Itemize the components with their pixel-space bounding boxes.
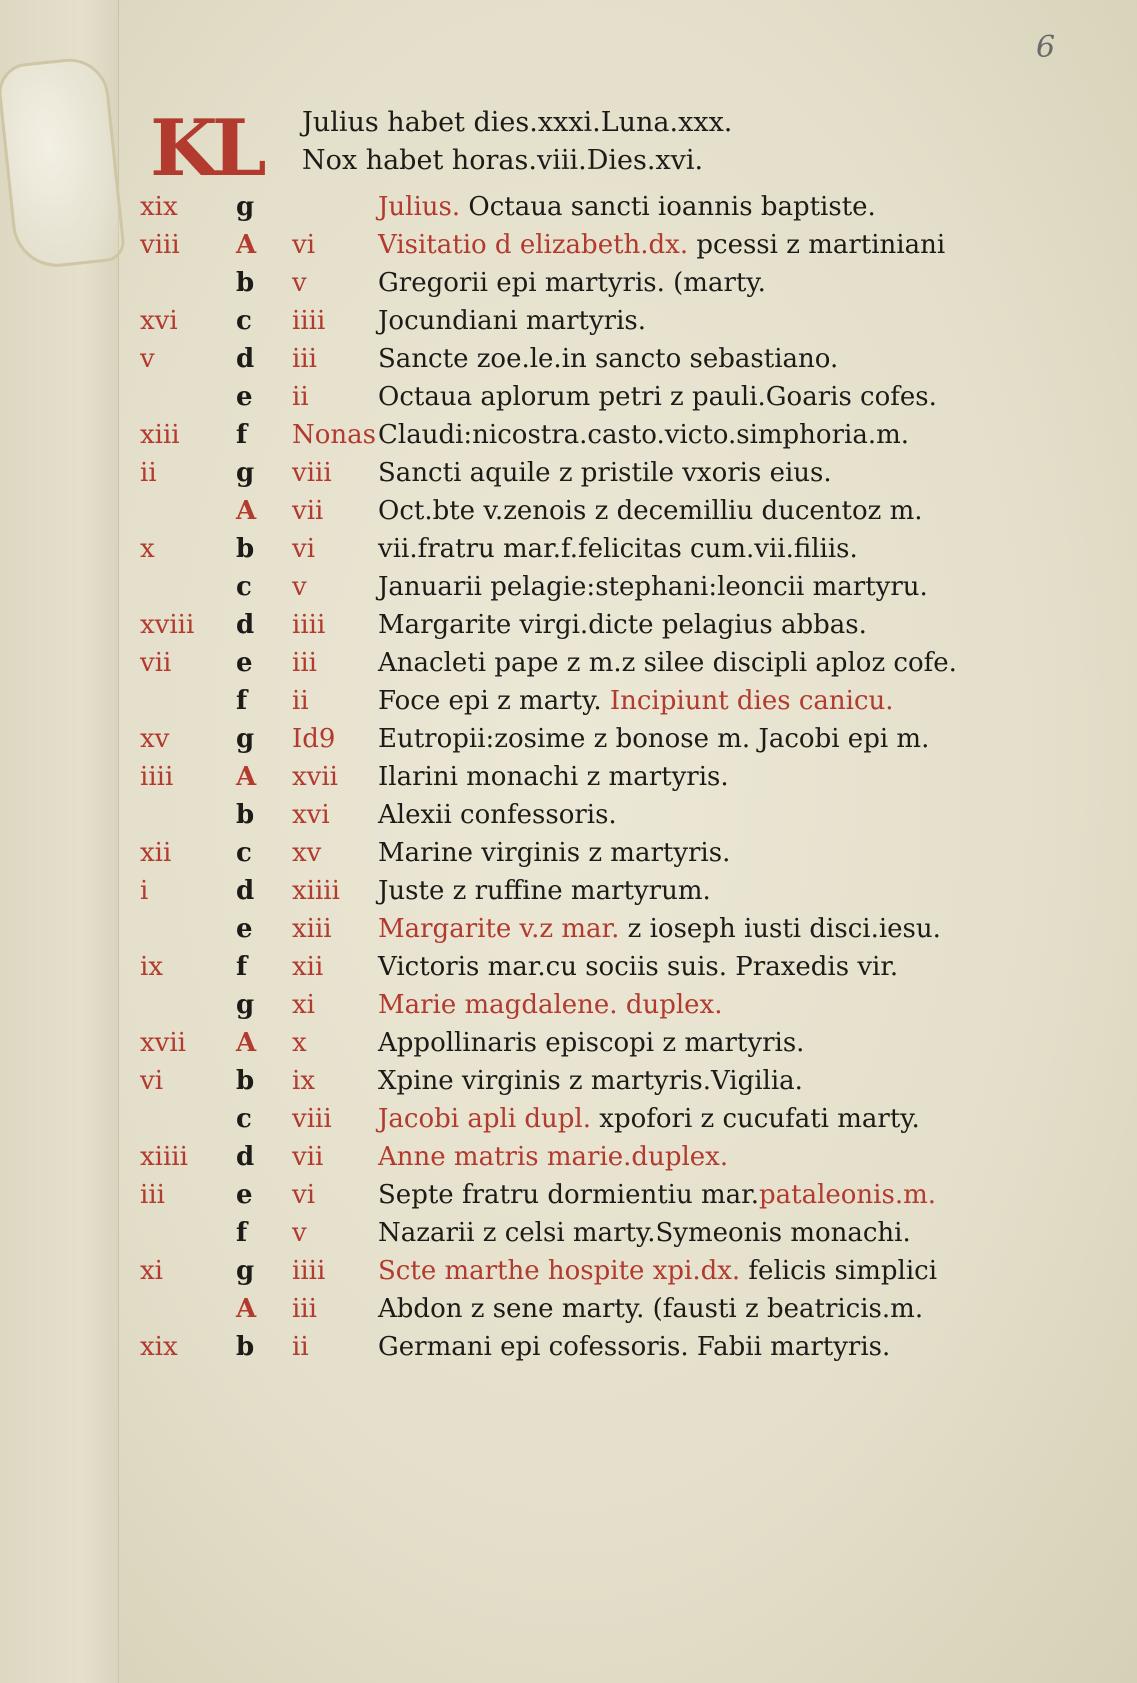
- calendar-row: [0, 872, 1137, 910]
- black-text: Septe fratru dormientiu mar.: [378, 1180, 759, 1210]
- roman-day-count: ii: [292, 382, 309, 412]
- feast-entry: [378, 1100, 920, 1138]
- feast-entry: [378, 758, 729, 796]
- calendar-row: [0, 454, 1137, 492]
- roman-day-count: xvii: [292, 762, 338, 792]
- feast-entry: [378, 1214, 911, 1252]
- golden-number: xix: [140, 192, 178, 222]
- black-text: vii.fratru mar.f.felicitas cum.vii.filiis.: [378, 534, 858, 564]
- feast-entry: [378, 796, 617, 834]
- black-text: Marine virginis z martyris.: [378, 838, 731, 868]
- feast-entry: [378, 378, 937, 416]
- black-text: Victoris mar.cu sociis suis. Praxedis vir.: [378, 952, 899, 982]
- golden-number: viii: [140, 230, 180, 260]
- roman-day-count: xvi: [292, 800, 330, 830]
- dominical-letter: b: [236, 1332, 255, 1362]
- calendar-row: [0, 644, 1137, 682]
- rubric-text: Margarite v.z mar.: [378, 914, 620, 944]
- calendar-row: [0, 530, 1137, 568]
- dominical-letter: f: [236, 952, 248, 982]
- golden-number: xv: [140, 724, 170, 754]
- dominical-letter: b: [236, 268, 255, 298]
- dominical-letter: d: [236, 1142, 255, 1172]
- feast-entry: [378, 492, 923, 530]
- roman-day-count: viii: [292, 1104, 332, 1134]
- calendar-row: [0, 606, 1137, 644]
- rubric-text: Marie magdalene. duplex.: [378, 990, 723, 1020]
- black-text: Nazarii z celsi marty.Symeonis monachi.: [378, 1218, 911, 1248]
- golden-number: i: [140, 876, 149, 906]
- calendar-row: [0, 264, 1137, 302]
- feast-entry: [378, 720, 929, 758]
- golden-number: v: [140, 344, 155, 374]
- black-text: Januarii pelagie:stephani:leoncii martyru.: [378, 572, 928, 602]
- feast-entry: [378, 264, 766, 302]
- feast-entry: [378, 948, 898, 986]
- feast-entry: [378, 986, 723, 1024]
- dominical-letter: e: [236, 1180, 253, 1210]
- roman-day-count: v: [292, 572, 307, 602]
- black-text: Margarite virgi.dicte pelagius abbas.: [378, 610, 867, 640]
- feast-entry: [378, 872, 711, 910]
- black-text: Alexii confessoris.: [378, 800, 617, 830]
- black-text: Octaua aplorum petri z pauli.Goaris cofes.: [378, 382, 937, 412]
- calendar-row: [0, 226, 1137, 264]
- black-text: Sancte zoe.le.in sancto sebastiano.: [378, 344, 839, 374]
- black-text: z ioseph iusti disci.iesu.: [619, 914, 941, 944]
- feast-entry: [378, 910, 941, 948]
- dominical-letter: b: [236, 800, 255, 830]
- calendar-row: [0, 948, 1137, 986]
- feast-entry: [378, 340, 838, 378]
- feast-entry: [378, 834, 730, 872]
- dominical-letter: g: [236, 990, 255, 1020]
- feast-entry: [378, 644, 957, 682]
- calendar-row: [0, 568, 1137, 606]
- black-text: Ilarini monachi z martyris.: [378, 762, 729, 792]
- roman-day-count: vi: [292, 1180, 316, 1210]
- feast-entry: [378, 302, 646, 340]
- roman-day-count: iii: [292, 648, 317, 678]
- dominical-letter: A: [236, 1294, 257, 1324]
- calendar-row: [0, 1100, 1137, 1138]
- roman-day-count: Nonas: [292, 420, 376, 450]
- calendar-row: [0, 378, 1137, 416]
- golden-number: xiii: [140, 420, 180, 450]
- feast-entry: [378, 454, 832, 492]
- roman-day-count: xi: [292, 990, 315, 1020]
- roman-day-count: iii: [292, 1294, 317, 1324]
- dominical-letter: f: [236, 420, 248, 450]
- black-text: Claudi:nicostra.casto.victo.simphoria.m.: [378, 420, 910, 450]
- dominical-letter: c: [236, 306, 252, 336]
- dominical-letter: b: [236, 1066, 255, 1096]
- calendar-row: [0, 986, 1137, 1024]
- roman-day-count: iiii: [292, 1256, 326, 1286]
- calendar-row: [0, 682, 1137, 720]
- golden-number: xii: [140, 838, 172, 868]
- feast-entry: [378, 1176, 936, 1214]
- black-text: Foce epi z marty.: [378, 686, 610, 716]
- black-text: Octaua sancti ioannis baptiste.: [460, 192, 876, 222]
- roman-day-count: xii: [292, 952, 324, 982]
- dominical-letter: c: [236, 1104, 252, 1134]
- roman-day-count: vi: [292, 534, 316, 564]
- dominical-letter: b: [236, 534, 255, 564]
- golden-number: x: [140, 534, 155, 564]
- calendar-row: [0, 416, 1137, 454]
- dominical-letter: g: [236, 458, 255, 488]
- roman-day-count: v: [292, 1218, 307, 1248]
- calendar-row: [0, 1328, 1137, 1366]
- roman-day-count: x: [292, 1028, 307, 1058]
- black-text: Sancti aquile z pristile vxoris eius.: [378, 458, 832, 488]
- black-text: Appollinaris episcopi z martyris.: [378, 1028, 805, 1058]
- dominical-letter: e: [236, 382, 253, 412]
- rubric-text: Visitatio d elizabeth.dx.: [378, 230, 689, 260]
- roman-day-count: viii: [292, 458, 332, 488]
- roman-day-count: iiii: [292, 306, 326, 336]
- rubric-text: Scte marthe hospite xpi.dx.: [378, 1256, 741, 1286]
- calendar-row: [0, 188, 1137, 226]
- golden-number: iii: [140, 1180, 165, 1210]
- dominical-letter: g: [236, 1256, 255, 1286]
- feast-entry: [378, 1252, 937, 1290]
- month-heading-line-1: Julius habet dies.xxxi.Luna.xxx.: [302, 107, 733, 138]
- calendar-row: [0, 758, 1137, 796]
- dominical-letter: A: [236, 762, 257, 792]
- calendar-row: [0, 1290, 1137, 1328]
- black-text: felicis simplici: [740, 1256, 938, 1286]
- dominical-letter: c: [236, 572, 252, 602]
- dominical-letter: f: [236, 1218, 248, 1248]
- calendar-row: [0, 302, 1137, 340]
- rubric-text: Jacobi apli dupl.: [378, 1104, 592, 1134]
- calendar-row: [0, 492, 1137, 530]
- black-text: pcessi z martiniani: [688, 230, 946, 260]
- roman-day-count: xiii: [292, 914, 332, 944]
- dominical-letter: d: [236, 876, 255, 906]
- calendar-row: [0, 910, 1137, 948]
- feast-entry: [378, 530, 858, 568]
- rubric-text: Julius.: [378, 192, 461, 222]
- golden-number: iiii: [140, 762, 174, 792]
- calendar-row: [0, 1062, 1137, 1100]
- roman-day-count: vii: [292, 1142, 324, 1172]
- black-text: Juste z ruffine martyrum.: [378, 876, 711, 906]
- golden-number: vi: [140, 1066, 164, 1096]
- calendar-row: [0, 1138, 1137, 1176]
- dominical-letter: d: [236, 344, 255, 374]
- golden-number: xvi: [140, 306, 178, 336]
- roman-day-count: ii: [292, 686, 309, 716]
- roman-day-count: iiii: [292, 610, 326, 640]
- roman-day-count: ix: [292, 1066, 315, 1096]
- golden-number: xiiii: [140, 1142, 188, 1172]
- calendar-row: [0, 720, 1137, 758]
- feast-entry: [378, 682, 894, 720]
- calendar-row: [0, 834, 1137, 872]
- black-text: Jocundiani martyris.: [378, 306, 646, 336]
- black-text: Eutropii:zosime z bonose m. Jacobi epi m.: [378, 724, 930, 754]
- roman-day-count: xiiii: [292, 876, 340, 906]
- golden-number: ix: [140, 952, 163, 982]
- golden-number: xix: [140, 1332, 178, 1362]
- kl-initial: KL: [150, 103, 261, 194]
- dominical-letter: A: [236, 230, 257, 260]
- feast-entry: [378, 1290, 923, 1328]
- page-number: 6: [1036, 30, 1056, 65]
- roman-day-count: v: [292, 268, 307, 298]
- dominical-letter: g: [236, 192, 255, 222]
- golden-number: xi: [140, 1256, 163, 1286]
- black-text: Oct.bte v.zenois z decemilliu ducentoz m.: [378, 496, 923, 526]
- roman-day-count: iii: [292, 344, 317, 374]
- dominical-letter: c: [236, 838, 252, 868]
- black-text: Anacleti pape z m.z silee discipli aploz cofe.: [378, 648, 957, 678]
- rubric-text: Incipiunt dies canicu.: [609, 686, 894, 716]
- black-text: Abdon z sene marty. (fausti z beatricis.m.: [378, 1294, 924, 1324]
- roman-day-count: vi: [292, 230, 316, 260]
- month-heading-line-2: Nox habet horas.viii.Dies.xvi.: [302, 145, 704, 176]
- feast-entry: [378, 606, 867, 644]
- calendar-row: [0, 796, 1137, 834]
- dominical-letter: A: [236, 1028, 257, 1058]
- roman-day-count: xv: [292, 838, 322, 868]
- feast-entry: [378, 226, 945, 264]
- golden-number: ii: [140, 458, 157, 488]
- golden-number: vii: [140, 648, 172, 678]
- feast-entry: [378, 1024, 804, 1062]
- feast-entry: [378, 416, 909, 454]
- black-text: Xpine virginis z martyris.Vigilia.: [378, 1066, 803, 1096]
- feast-entry: [378, 1062, 803, 1100]
- calendar-row: [0, 1252, 1137, 1290]
- feast-entry: [378, 1138, 728, 1176]
- black-text: xpofori z cucufati marty.: [591, 1104, 920, 1134]
- rubric-text: Anne matris marie.duplex.: [378, 1142, 729, 1172]
- feast-entry: [378, 568, 928, 606]
- black-text: Germani epi cofessoris. Fabii martyris.: [378, 1332, 891, 1362]
- calendar-row: [0, 1176, 1137, 1214]
- roman-day-count: Id9: [292, 724, 336, 754]
- calendar-row: [0, 340, 1137, 378]
- dominical-letter: e: [236, 914, 253, 944]
- dominical-letter: e: [236, 648, 253, 678]
- feast-entry: [378, 188, 876, 226]
- black-text: (marty.: [664, 268, 766, 298]
- dominical-letter: A: [236, 496, 257, 526]
- black-text: Gregorii epi martyris.: [378, 268, 665, 298]
- dominical-letter: f: [236, 686, 248, 716]
- roman-day-count: ii: [292, 1332, 309, 1362]
- rubric-text: patalеonis.m.: [758, 1180, 937, 1210]
- dominical-letter: g: [236, 724, 255, 754]
- feast-entry: [378, 1328, 890, 1366]
- roman-day-count: vii: [292, 496, 324, 526]
- calendar-row: [0, 1214, 1137, 1252]
- calendar-row: [0, 1024, 1137, 1062]
- golden-number: xvii: [140, 1028, 186, 1058]
- golden-number: xviii: [140, 610, 195, 640]
- dominical-letter: d: [236, 610, 255, 640]
